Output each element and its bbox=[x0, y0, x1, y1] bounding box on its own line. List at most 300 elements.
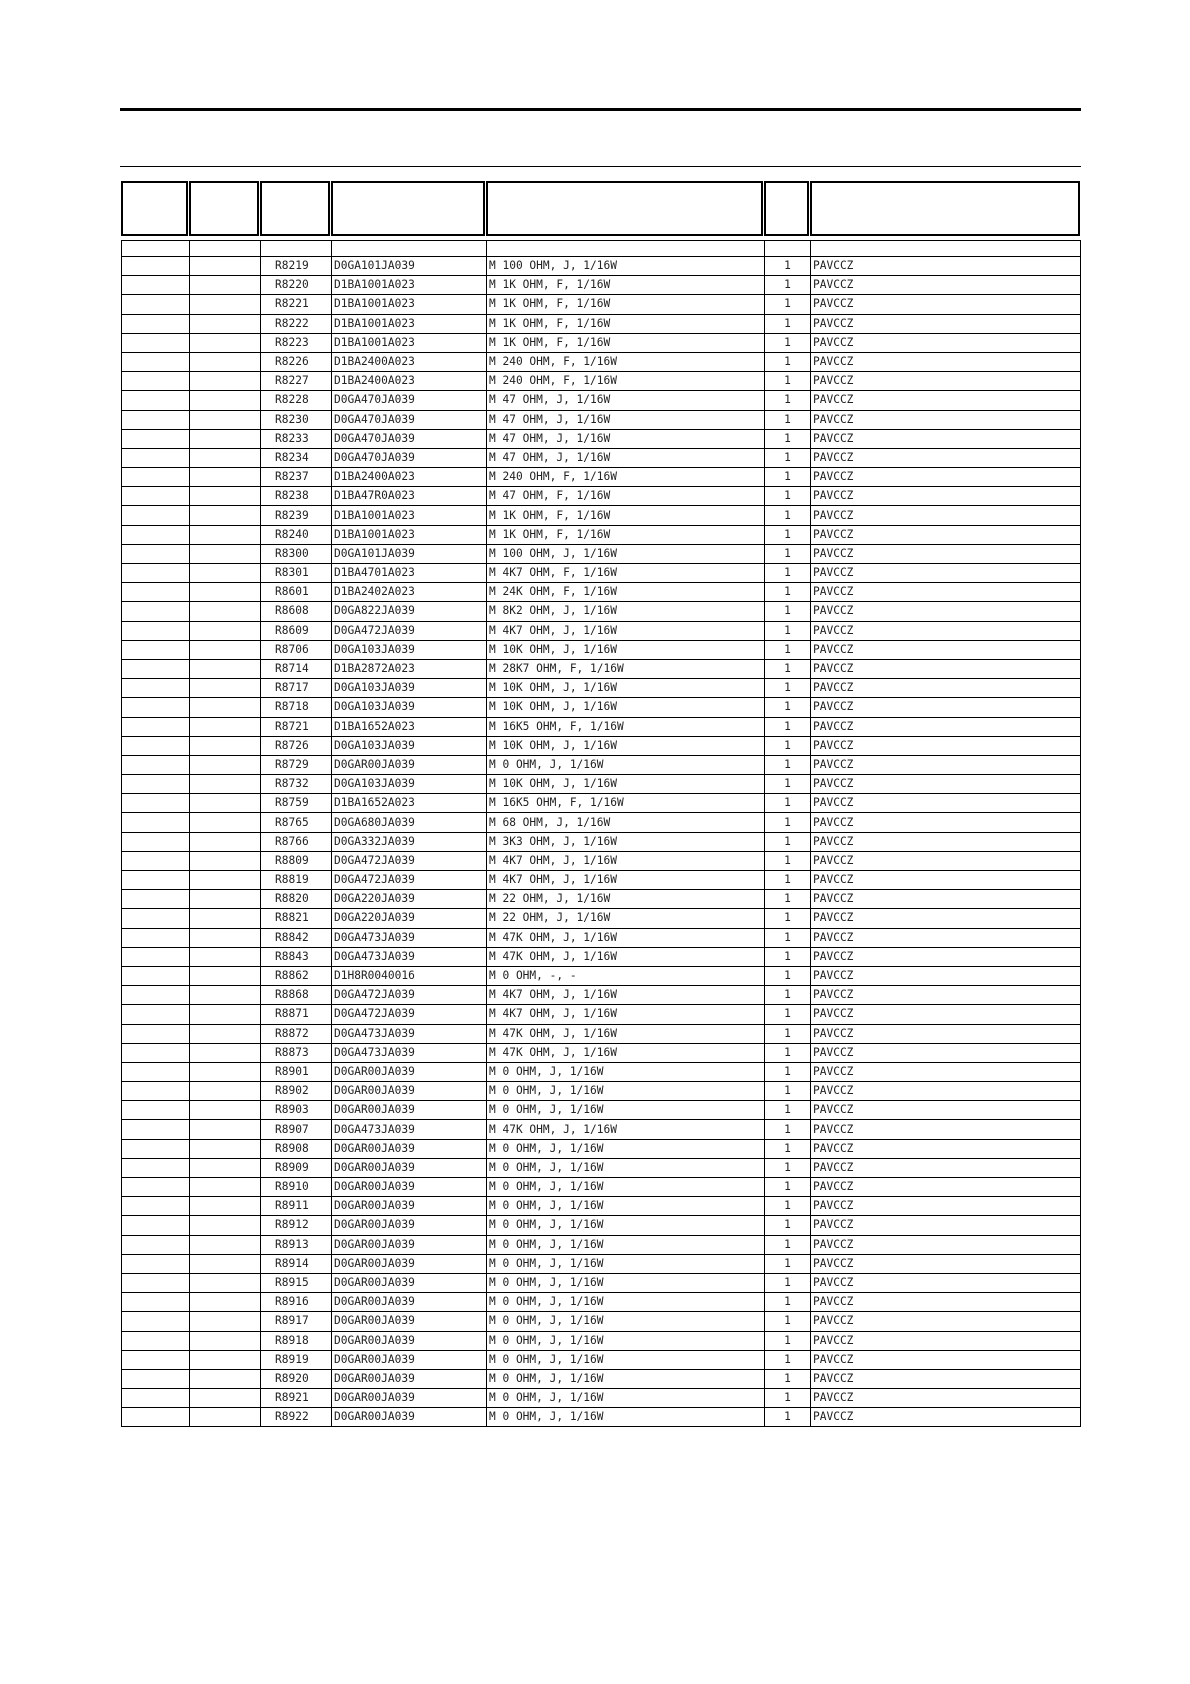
part-name-cell: M 0 OHM, J, 1/16W bbox=[487, 1178, 765, 1197]
ref-no-cell: R8920 bbox=[261, 1369, 332, 1388]
table-row bbox=[122, 1350, 1081, 1369]
ref-no-cell: R8300 bbox=[261, 544, 332, 563]
quantity-cell: 1 bbox=[765, 448, 811, 467]
part-no-cell: D1BA4701A023 bbox=[332, 564, 487, 583]
part-no-cell: D0GAR00JA039 bbox=[332, 1197, 487, 1216]
remarks-cell: PAVCCZ bbox=[811, 1312, 1081, 1331]
part-no-cell: D0GAR00JA039 bbox=[332, 1139, 487, 1158]
quantity-cell: 1 bbox=[765, 1235, 811, 1254]
part-name-cell: M 240 OHM, F, 1/16W bbox=[487, 352, 765, 371]
remarks-cell: PAVCCZ bbox=[811, 909, 1081, 928]
cell-empty bbox=[190, 544, 261, 563]
quantity-cell: 1 bbox=[765, 1158, 811, 1177]
ref-no-cell: R8913 bbox=[261, 1235, 332, 1254]
header-cell-5 bbox=[486, 181, 763, 236]
part-no-cell: D0GA472JA039 bbox=[332, 851, 487, 870]
remarks-cell: PAVCCZ bbox=[811, 928, 1081, 947]
cell-empty bbox=[122, 1350, 190, 1369]
remarks-cell: PAVCCZ bbox=[811, 966, 1081, 985]
remarks-cell: PAVCCZ bbox=[811, 890, 1081, 909]
part-no-cell: D0GA220JA039 bbox=[332, 890, 487, 909]
quantity-cell: 1 bbox=[765, 410, 811, 429]
quantity-cell: 1 bbox=[765, 1101, 811, 1120]
quantity-cell: 1 bbox=[765, 928, 811, 947]
ref-no-cell: R8223 bbox=[261, 333, 332, 352]
ref-no-cell: R8220 bbox=[261, 276, 332, 295]
cell-empty bbox=[190, 966, 261, 985]
cell-empty bbox=[122, 755, 190, 774]
cell-empty bbox=[122, 448, 190, 467]
part-name-cell: M 8K2 OHM, J, 1/16W bbox=[487, 602, 765, 621]
cell-empty bbox=[190, 564, 261, 583]
quantity-cell: 1 bbox=[765, 679, 811, 698]
ref-no-cell: R8809 bbox=[261, 851, 332, 870]
part-name-cell: M 47 OHM, J, 1/16W bbox=[487, 429, 765, 448]
ref-no-cell: R8732 bbox=[261, 775, 332, 794]
part-name-cell: M 4K7 OHM, J, 1/16W bbox=[487, 871, 765, 890]
table-row bbox=[122, 1005, 1081, 1024]
table-row bbox=[122, 966, 1081, 985]
cell-empty bbox=[122, 794, 190, 813]
quantity-cell: 1 bbox=[765, 1369, 811, 1388]
ref-no-cell: R8916 bbox=[261, 1293, 332, 1312]
quantity-cell: 1 bbox=[765, 564, 811, 583]
quantity-cell: 1 bbox=[765, 909, 811, 928]
cell-empty bbox=[122, 391, 190, 410]
cell-empty bbox=[190, 1197, 261, 1216]
quantity-cell: 1 bbox=[765, 1350, 811, 1369]
table-row bbox=[122, 736, 1081, 755]
part-name-cell: M 0 OHM, J, 1/16W bbox=[487, 1062, 765, 1081]
remarks-cell: PAVCCZ bbox=[811, 775, 1081, 794]
cell-empty bbox=[122, 928, 190, 947]
table-row bbox=[122, 295, 1081, 314]
cell-empty bbox=[122, 1389, 190, 1408]
part-no-cell: D0GA473JA039 bbox=[332, 1024, 487, 1043]
cell-empty bbox=[190, 832, 261, 851]
quantity-cell: 1 bbox=[765, 1178, 811, 1197]
cell-empty bbox=[190, 1331, 261, 1350]
cell-empty bbox=[122, 1178, 190, 1197]
table-row bbox=[122, 813, 1081, 832]
cell-empty bbox=[190, 333, 261, 352]
part-name-cell: M 0 OHM, J, 1/16W bbox=[487, 1389, 765, 1408]
ref-no-cell: R8911 bbox=[261, 1197, 332, 1216]
ref-no-cell: R8919 bbox=[261, 1350, 332, 1369]
part-no-cell: D0GA470JA039 bbox=[332, 410, 487, 429]
part-no-cell: D0GA473JA039 bbox=[332, 928, 487, 947]
header-cell-4 bbox=[331, 181, 485, 236]
quantity-cell: 1 bbox=[765, 1312, 811, 1331]
quantity-cell: 1 bbox=[765, 851, 811, 870]
quantity-cell: 1 bbox=[765, 1197, 811, 1216]
part-name-cell: M 28K7 OHM, F, 1/16W bbox=[487, 659, 765, 678]
part-no-cell: D0GAR00JA039 bbox=[332, 1350, 487, 1369]
remarks-cell: PAVCCZ bbox=[811, 1082, 1081, 1101]
table-row bbox=[122, 679, 1081, 698]
cell-empty bbox=[122, 698, 190, 717]
cell-empty bbox=[122, 621, 190, 640]
part-name-cell: M 16K5 OHM, F, 1/16W bbox=[487, 794, 765, 813]
ref-no-cell: R8230 bbox=[261, 410, 332, 429]
ref-no-cell: R8901 bbox=[261, 1062, 332, 1081]
cell-empty bbox=[190, 352, 261, 371]
ref-no-cell: R8219 bbox=[261, 257, 332, 276]
part-name-cell: M 4K7 OHM, J, 1/16W bbox=[487, 1005, 765, 1024]
cell-empty bbox=[190, 429, 261, 448]
quantity-cell: 1 bbox=[765, 755, 811, 774]
quantity-cell: 1 bbox=[765, 372, 811, 391]
ref-no-cell: R8226 bbox=[261, 352, 332, 371]
ref-no-cell: R8912 bbox=[261, 1216, 332, 1235]
quantity-cell: 1 bbox=[765, 468, 811, 487]
cell-empty bbox=[122, 1293, 190, 1312]
quantity-cell: 1 bbox=[765, 1005, 811, 1024]
ref-no-cell: R8759 bbox=[261, 794, 332, 813]
remarks-cell: PAVCCZ bbox=[811, 352, 1081, 371]
quantity-cell: 1 bbox=[765, 1408, 811, 1427]
cell-empty bbox=[190, 372, 261, 391]
part-no-cell: D1BA2400A023 bbox=[332, 372, 487, 391]
table-row bbox=[122, 448, 1081, 467]
cell-empty bbox=[190, 717, 261, 736]
cell-empty bbox=[190, 928, 261, 947]
cell-empty bbox=[190, 813, 261, 832]
parts-list-body bbox=[122, 241, 1081, 1427]
part-name-cell: M 47K OHM, J, 1/16W bbox=[487, 1120, 765, 1139]
table-row bbox=[122, 947, 1081, 966]
cell-empty bbox=[122, 544, 190, 563]
part-no-cell: D0GA103JA039 bbox=[332, 775, 487, 794]
remarks-cell: PAVCCZ bbox=[811, 583, 1081, 602]
part-name-cell: M 4K7 OHM, F, 1/16W bbox=[487, 564, 765, 583]
quantity-cell: 1 bbox=[765, 794, 811, 813]
cell-empty bbox=[190, 1101, 261, 1120]
part-no-cell: D0GA472JA039 bbox=[332, 871, 487, 890]
part-name-cell: M 0 OHM, J, 1/16W bbox=[487, 1350, 765, 1369]
part-name-cell: M 240 OHM, F, 1/16W bbox=[487, 372, 765, 391]
cell-empty bbox=[190, 1216, 261, 1235]
remarks-cell: PAVCCZ bbox=[811, 1331, 1081, 1350]
part-name-cell: M 47 OHM, J, 1/16W bbox=[487, 391, 765, 410]
remarks-cell: PAVCCZ bbox=[811, 1235, 1081, 1254]
cell-empty bbox=[190, 1043, 261, 1062]
part-no-cell: D1BA1001A023 bbox=[332, 295, 487, 314]
part-no-cell: D0GA101JA039 bbox=[332, 544, 487, 563]
remarks-cell: PAVCCZ bbox=[811, 525, 1081, 544]
table-row bbox=[122, 986, 1081, 1005]
ref-no-cell: R8908 bbox=[261, 1139, 332, 1158]
ref-no-cell: R8842 bbox=[261, 928, 332, 947]
part-no-cell: D1BA1652A023 bbox=[332, 717, 487, 736]
part-no-cell: D0GA470JA039 bbox=[332, 448, 487, 467]
parts-list-table bbox=[121, 240, 1081, 1427]
cell-empty bbox=[122, 564, 190, 583]
cell-empty bbox=[122, 276, 190, 295]
ref-no-cell: R8902 bbox=[261, 1082, 332, 1101]
remarks-cell: PAVCCZ bbox=[811, 468, 1081, 487]
quantity-cell: 1 bbox=[765, 583, 811, 602]
ref-no-cell: R8903 bbox=[261, 1101, 332, 1120]
cell-empty bbox=[190, 698, 261, 717]
cell-empty bbox=[122, 1120, 190, 1139]
table-row bbox=[122, 1120, 1081, 1139]
cell-empty bbox=[122, 813, 190, 832]
remarks-cell: PAVCCZ bbox=[811, 602, 1081, 621]
cell-empty bbox=[190, 755, 261, 774]
table-row bbox=[122, 257, 1081, 276]
cell-empty bbox=[122, 429, 190, 448]
remarks-cell: PAVCCZ bbox=[811, 564, 1081, 583]
quantity-cell: 1 bbox=[765, 621, 811, 640]
remarks-cell: PAVCCZ bbox=[811, 487, 1081, 506]
remarks-cell: PAVCCZ bbox=[811, 1120, 1081, 1139]
table-row bbox=[122, 1293, 1081, 1312]
cell-empty bbox=[190, 410, 261, 429]
table-row bbox=[122, 909, 1081, 928]
cell-empty bbox=[190, 1389, 261, 1408]
ref-no-cell: R8843 bbox=[261, 947, 332, 966]
quantity-cell: 1 bbox=[765, 429, 811, 448]
ref-no-cell: R8714 bbox=[261, 659, 332, 678]
cell-empty bbox=[190, 851, 261, 870]
cell-empty bbox=[190, 1062, 261, 1081]
ref-no-cell: R8601 bbox=[261, 583, 332, 602]
cell-empty bbox=[190, 468, 261, 487]
part-name-cell: M 47K OHM, J, 1/16W bbox=[487, 1043, 765, 1062]
remarks-cell: PAVCCZ bbox=[811, 736, 1081, 755]
ref-no-cell: R8238 bbox=[261, 487, 332, 506]
quantity-cell: 1 bbox=[765, 1216, 811, 1235]
cell-empty bbox=[122, 871, 190, 890]
part-no-cell: D1BA2400A023 bbox=[332, 468, 487, 487]
part-no-cell: D0GA472JA039 bbox=[332, 621, 487, 640]
part-no-cell: D0GA680JA039 bbox=[332, 813, 487, 832]
remarks-cell: PAVCCZ bbox=[811, 391, 1081, 410]
quantity-cell: 1 bbox=[765, 487, 811, 506]
part-no-cell: D0GA103JA039 bbox=[332, 679, 487, 698]
table-row bbox=[122, 871, 1081, 890]
cell-empty bbox=[190, 1312, 261, 1331]
remarks-cell: PAVCCZ bbox=[811, 679, 1081, 698]
quantity-cell: 1 bbox=[765, 276, 811, 295]
cell-empty bbox=[122, 372, 190, 391]
cell-empty bbox=[190, 487, 261, 506]
ref-no-cell: R8609 bbox=[261, 621, 332, 640]
part-name-cell: M 47 OHM, F, 1/16W bbox=[487, 487, 765, 506]
remarks-cell: PAVCCZ bbox=[811, 1043, 1081, 1062]
ref-no-cell: R8717 bbox=[261, 679, 332, 698]
cell-empty bbox=[122, 257, 190, 276]
remarks-cell: PAVCCZ bbox=[811, 640, 1081, 659]
ref-no-cell: R8222 bbox=[261, 314, 332, 333]
part-no-cell: D1BA47R0A023 bbox=[332, 487, 487, 506]
remarks-cell: PAVCCZ bbox=[811, 871, 1081, 890]
quantity-cell: 1 bbox=[765, 1389, 811, 1408]
quantity-cell: 1 bbox=[765, 1254, 811, 1273]
remarks-cell: PAVCCZ bbox=[811, 1216, 1081, 1235]
table-row bbox=[122, 1139, 1081, 1158]
remarks-cell: PAVCCZ bbox=[811, 1005, 1081, 1024]
table-row bbox=[122, 890, 1081, 909]
table-row bbox=[122, 775, 1081, 794]
cell-empty bbox=[122, 1254, 190, 1273]
table-row bbox=[122, 1369, 1081, 1388]
table-row bbox=[122, 583, 1081, 602]
table-row bbox=[122, 698, 1081, 717]
table-row bbox=[122, 832, 1081, 851]
quantity-cell: 1 bbox=[765, 813, 811, 832]
remarks-cell: PAVCCZ bbox=[811, 794, 1081, 813]
cell-empty bbox=[190, 583, 261, 602]
part-no-cell: D0GAR00JA039 bbox=[332, 1254, 487, 1273]
part-name-cell: M 4K7 OHM, J, 1/16W bbox=[487, 621, 765, 640]
part-name-cell: M 1K OHM, F, 1/16W bbox=[487, 525, 765, 544]
cell-empty bbox=[122, 295, 190, 314]
part-no-cell: D0GA220JA039 bbox=[332, 909, 487, 928]
part-no-cell: D1BA1001A023 bbox=[332, 276, 487, 295]
quantity-cell: 1 bbox=[765, 947, 811, 966]
table-row bbox=[122, 1408, 1081, 1427]
part-no-cell: D0GA332JA039 bbox=[332, 832, 487, 851]
table-row bbox=[122, 1158, 1081, 1177]
part-name-cell: M 0 OHM, J, 1/16W bbox=[487, 1158, 765, 1177]
remarks-cell: PAVCCZ bbox=[811, 813, 1081, 832]
remarks-cell: PAVCCZ bbox=[811, 1158, 1081, 1177]
cell-empty bbox=[122, 352, 190, 371]
cell-empty bbox=[190, 1350, 261, 1369]
part-no-cell: D0GA473JA039 bbox=[332, 1043, 487, 1062]
page-header-rule bbox=[120, 166, 1081, 167]
table-row bbox=[122, 1331, 1081, 1350]
table-row bbox=[122, 1254, 1081, 1273]
ref-no-cell: R8721 bbox=[261, 717, 332, 736]
remarks-cell: PAVCCZ bbox=[811, 1024, 1081, 1043]
cell-empty bbox=[122, 832, 190, 851]
cell-empty bbox=[190, 602, 261, 621]
remarks-cell: PAVCCZ bbox=[811, 410, 1081, 429]
cell-empty bbox=[122, 717, 190, 736]
cell-empty bbox=[190, 947, 261, 966]
cell-empty bbox=[122, 1043, 190, 1062]
table-row bbox=[122, 1178, 1081, 1197]
ref-no-cell: R8921 bbox=[261, 1389, 332, 1408]
part-no-cell: D0GA470JA039 bbox=[332, 429, 487, 448]
cell-empty bbox=[190, 241, 261, 257]
cell-empty bbox=[122, 525, 190, 544]
quantity-cell: 1 bbox=[765, 1293, 811, 1312]
quantity-cell: 1 bbox=[765, 775, 811, 794]
table-row bbox=[122, 851, 1081, 870]
ref-no-cell: R8729 bbox=[261, 755, 332, 774]
cell-empty bbox=[190, 1369, 261, 1388]
cell-empty bbox=[122, 966, 190, 985]
cell-empty bbox=[190, 1408, 261, 1427]
part-no-cell: D0GAR00JA039 bbox=[332, 1273, 487, 1292]
part-name-cell: M 0 OHM, J, 1/16W bbox=[487, 1197, 765, 1216]
cell-empty bbox=[190, 640, 261, 659]
part-no-cell: D1H8R0040016 bbox=[332, 966, 487, 985]
part-no-cell: D0GAR00JA039 bbox=[332, 1331, 487, 1350]
table-row bbox=[122, 640, 1081, 659]
table-row bbox=[122, 544, 1081, 563]
table-row bbox=[122, 564, 1081, 583]
remarks-cell: PAVCCZ bbox=[811, 755, 1081, 774]
part-no-cell: D0GAR00JA039 bbox=[332, 1293, 487, 1312]
part-name-cell: M 100 OHM, J, 1/16W bbox=[487, 257, 765, 276]
cell-empty bbox=[122, 1101, 190, 1120]
cell-empty bbox=[122, 468, 190, 487]
quantity-cell: 1 bbox=[765, 602, 811, 621]
ref-no-cell: R8871 bbox=[261, 1005, 332, 1024]
ref-no-cell: R8872 bbox=[261, 1024, 332, 1043]
table-row bbox=[122, 276, 1081, 295]
part-name-cell: M 10K OHM, J, 1/16W bbox=[487, 679, 765, 698]
table-row bbox=[122, 429, 1081, 448]
cell-empty bbox=[190, 1293, 261, 1312]
quantity-cell: 1 bbox=[765, 352, 811, 371]
cell-empty bbox=[190, 909, 261, 928]
part-no-cell: D0GAR00JA039 bbox=[332, 1216, 487, 1235]
cell-empty bbox=[190, 295, 261, 314]
ref-no-cell: R8608 bbox=[261, 602, 332, 621]
part-name-cell: M 3K3 OHM, J, 1/16W bbox=[487, 832, 765, 851]
ref-no-cell: R8240 bbox=[261, 525, 332, 544]
header-cell-3 bbox=[260, 181, 330, 236]
quantity-cell: 1 bbox=[765, 1024, 811, 1043]
table-row bbox=[122, 314, 1081, 333]
cell-empty bbox=[190, 1024, 261, 1043]
table-row bbox=[122, 1197, 1081, 1216]
part-name-cell: M 68 OHM, J, 1/16W bbox=[487, 813, 765, 832]
quantity-cell: 1 bbox=[765, 391, 811, 410]
part-name-cell: M 22 OHM, J, 1/16W bbox=[487, 890, 765, 909]
cell-empty bbox=[190, 314, 261, 333]
cell-empty bbox=[122, 679, 190, 698]
table-row bbox=[122, 602, 1081, 621]
ref-no-cell: R8915 bbox=[261, 1273, 332, 1292]
part-name-cell: M 10K OHM, J, 1/16W bbox=[487, 640, 765, 659]
table-row bbox=[122, 1082, 1081, 1101]
part-name-cell: M 0 OHM, J, 1/16W bbox=[487, 1408, 765, 1427]
remarks-cell: PAVCCZ bbox=[811, 1369, 1081, 1388]
quantity-cell: 1 bbox=[765, 1120, 811, 1139]
cell-empty bbox=[811, 241, 1081, 257]
remarks-cell: PAVCCZ bbox=[811, 621, 1081, 640]
part-no-cell: D0GAR00JA039 bbox=[332, 1369, 487, 1388]
ref-no-cell: R8233 bbox=[261, 429, 332, 448]
table-row bbox=[122, 1312, 1081, 1331]
remarks-cell: PAVCCZ bbox=[811, 1389, 1081, 1408]
table-row bbox=[122, 1062, 1081, 1081]
cell-empty bbox=[122, 1139, 190, 1158]
cell-empty bbox=[122, 947, 190, 966]
part-name-cell: M 0 OHM, J, 1/16W bbox=[487, 1235, 765, 1254]
part-no-cell: D0GAR00JA039 bbox=[332, 1235, 487, 1254]
quantity-cell: 1 bbox=[765, 1082, 811, 1101]
quantity-cell: 1 bbox=[765, 736, 811, 755]
quantity-cell: 1 bbox=[765, 1273, 811, 1292]
cell-empty bbox=[122, 314, 190, 333]
cell-empty bbox=[122, 851, 190, 870]
remarks-cell: PAVCCZ bbox=[811, 659, 1081, 678]
ref-no-cell: R8227 bbox=[261, 372, 332, 391]
ref-no-cell: R8228 bbox=[261, 391, 332, 410]
cell-empty bbox=[190, 986, 261, 1005]
part-name-cell: M 0 OHM, J, 1/16W bbox=[487, 755, 765, 774]
table-row bbox=[122, 1101, 1081, 1120]
ref-no-cell: R8914 bbox=[261, 1254, 332, 1273]
